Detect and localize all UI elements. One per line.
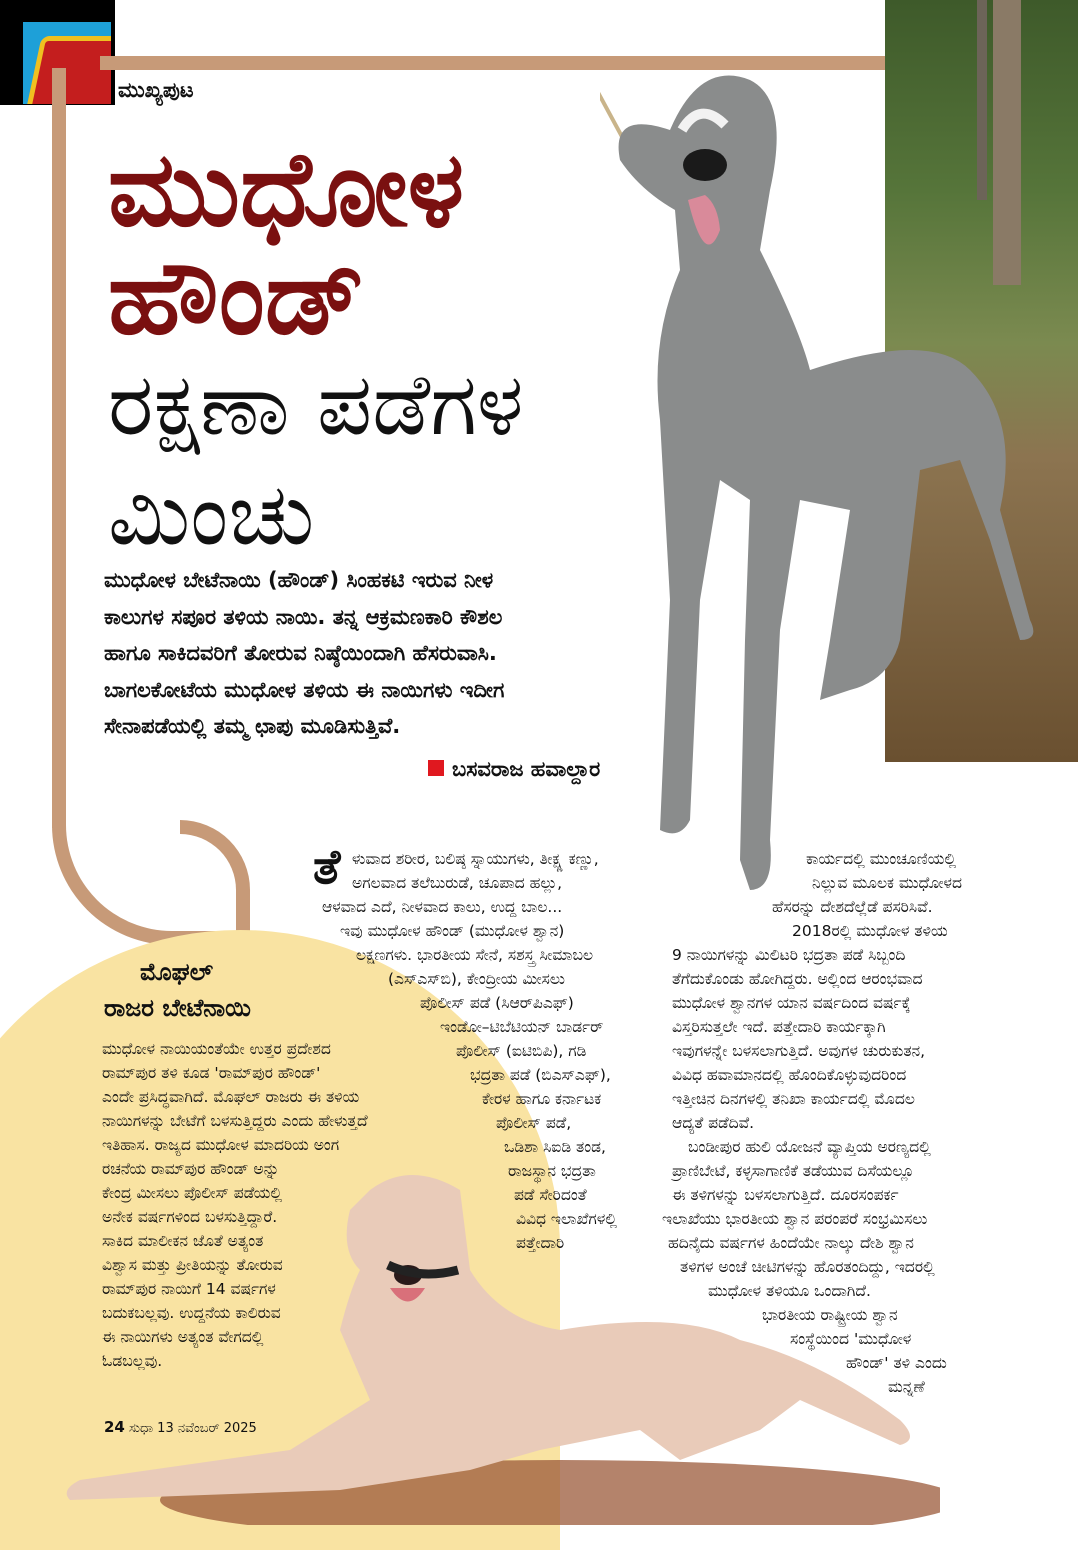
- sidebar-line: ಮುಧೋಳ ನಾಯಿಯಂತೆಯೇ ಉತ್ತರ ಪ್ರದೇಶದ: [102, 1040, 331, 1058]
- title-line-2: ಹೌಂಡ್: [108, 236, 365, 358]
- body-line: ತಳಿಗಳ ಅಂಚೆ ಚೀಟಿಗಳನ್ನು ಹೊರತಂದಿದ್ದು, ಇದರಲ್ಲಿ: [680, 1258, 935, 1276]
- body-line: ನಿಲ್ಲುವ ಮೂಲಕ ಮುಧೋಳದ: [812, 874, 962, 892]
- sidebar-line: ರಾಮ್‌ಪುರ ತಳಿ ಕೂಡ 'ರಾಮ್‌ಪುರ ಹೌಂಡ್': [102, 1064, 321, 1082]
- body-line: ಪೊಲೀಸ್ (ಐಟಿಬಿಪಿ), ಗಡಿ: [456, 1042, 587, 1060]
- frame-left-rule: [52, 68, 66, 828]
- body-line: ಮುಧೋಳ ತಳಿಯೂ ಒಂದಾಗಿದೆ.: [708, 1282, 871, 1300]
- sidebar-line: ಸಾಕಿದ ಮಾಲೀಕನ ಜೊತೆ ಅತ್ಯಂತ: [102, 1232, 264, 1250]
- body-line: ಬಂಡೀಪುರ ಹುಲಿ ಯೋಜನೆ ವ್ಯಾಪ್ತಿಯ ಅರಣ್ಯದಲ್ಲಿ: [688, 1138, 931, 1156]
- sidebar-line: ಬದುಕಬಲ್ಲವು. ಉದ್ದನೆಯ ಕಾಲಿರುವ: [102, 1304, 281, 1322]
- byline: [428, 757, 600, 782]
- intro-line: ಕಾಲುಗಳ ಸಪೂರ ತಳಿಯ ನಾಯಿ. ತನ್ನ ಆಕ್ರಮಣಕಾರಿ ಕೌಶಲ: [104, 604, 503, 629]
- body-line: ಹದಿನೈದು ವರ್ಷಗಳ ಹಿಂದೆಯೇ ನಾಲ್ಕು ದೇಶಿ ಶ್ವಾನ: [668, 1234, 914, 1252]
- body-line: ಕಾರ್ಯದಲ್ಲಿ ಮುಂಚೂಣಿಯಲ್ಲಿ: [806, 850, 957, 868]
- body-line: 2018ರಲ್ಲಿ ಮುಧೋಳ ತಳಿಯ: [792, 922, 948, 940]
- sidebar-line: ವಿಶ್ವಾಸ ಮತ್ತು ಪ್ರೀತಿಯನ್ನು ತೋರುವ: [102, 1256, 283, 1274]
- body-line: ಪೊಲೀಸ್ ಪಡೆ,: [496, 1114, 572, 1132]
- page-number: 24: [104, 1418, 125, 1436]
- intro-line: ಸೇನಾಪಡೆಯಲ್ಲಿ ತಮ್ಮ ಛಾಪು ಮೂಡಿಸುತ್ತಿವೆ.: [104, 714, 401, 738]
- sidebar-line: ಎಂದೇ ಪ್ರಸಿದ್ಧವಾಗಿದೆ. ಮೊಘಲ್ ರಾಜರು ಈ ತಳಿಯ: [102, 1088, 360, 1106]
- byline-square-icon: [428, 760, 444, 776]
- body-line: ಭಾರತೀಯ ರಾಷ್ಟ್ರೀಯ ಶ್ವಾನ: [762, 1306, 898, 1324]
- sidebar-line: ಇತಿಹಾಸ. ರಾಜ್ಯದ ಮುಧೋಳ ಮಾದರಿಯ ಅಂಗ: [102, 1136, 340, 1154]
- intro-line: ಹಾಗೂ ಸಾಕಿದವರಿಗೆ ತೋರುವ ನಿಷ್ಠೆಯಿಂದಾಗಿ ಹೆಸರುವಾಸಿ.: [104, 641, 497, 665]
- sidebar-line: ರಚನೆಯ ರಾಮ್‌ಪುರ ಹೌಂಡ್ ಅನ್ನು: [102, 1160, 280, 1178]
- page-footer: [104, 1418, 257, 1436]
- drop-cap: ತೆ: [313, 839, 341, 895]
- body-line: ಪಡೆ ಸೇರಿದಂತೆ: [514, 1186, 587, 1204]
- body-line: (ಎಸ್‌ಎಸ್‌ಬಿ), ಕೇಂದ್ರೀಯ ಮೀಸಲು: [388, 970, 565, 988]
- body-line: ಮುಧೋಳ ಶ್ವಾನಗಳ ಯಾನ ವರ್ಷದಿಂದ ವರ್ಷಕ್ಕೆ: [672, 994, 911, 1012]
- body-line: ವಿಸ್ತರಿಸುತ್ತಲೇ ಇದೆ. ಪತ್ತೇದಾರಿ ಕಾರ್ಯಕ್ಕಾಗಿ: [672, 1018, 886, 1036]
- sidebar-line: ಓಡಬಲ್ಲವು.: [102, 1352, 163, 1370]
- body-line: ಈ ತಳಿಗಳನ್ನು ಬಳಸಲಾಗುತ್ತಿದೆ. ದೂರಸಂಪರ್ಕ: [672, 1186, 899, 1204]
- body-line: ಪತ್ತೇದಾರಿ: [516, 1234, 565, 1252]
- body-line: ಅಗಲವಾದ ತಲೆಬುರುಡೆ, ಚೂಪಾದ ಹಲ್ಲು,: [352, 874, 563, 892]
- body-line: ವಿವಿಧ ಹವಾಮಾನದಲ್ಲಿ ಹೊಂದಿಕೊಳ್ಳುವುದರಿಂದ: [672, 1066, 907, 1084]
- intro-paragraph: [104, 562, 644, 745]
- sidebar-title-line-2: ರಾಜರ ಬೇಟೆನಾಯಿ: [104, 994, 251, 1022]
- body-line: ಕೇರಳ ಹಾಗೂ ಕರ್ನಾಟಕ: [482, 1090, 602, 1108]
- body-line: ಆಳವಾದ ಎದೆ, ನೀಳವಾದ ಕಾಲು, ಉದ್ದ ಬಾಲ...: [322, 898, 563, 916]
- body-line: ಪೊಲೀಸ್ ಪಡೆ (ಸಿಆರ್‌ಪಿಎಫ್): [420, 994, 574, 1012]
- byline-author: ಬಸವರಾಜ ಹವಾಲ್ದಾರ: [452, 757, 601, 781]
- body-line: ಲಕ್ಷಣಗಳು. ಭಾರತೀಯ ಸೇನೆ, ಸಶಸ್ತ್ರ ಸೀಮಾಬಲ: [356, 946, 593, 964]
- body-line: ಪ್ರಾಣಿಬೇಟೆ, ಕಳ್ಳಸಾಗಾಣಿಕೆ ತಡೆಯುವ ದಿಸೆಯಲ್ಲೂ: [672, 1162, 915, 1180]
- body-line: ಇವುಗಳನ್ನೇ ಬಳಸಲಾಗುತ್ತಿದೆ. ಅವುಗಳ ಚುರುಕುತನ,: [672, 1042, 926, 1060]
- issue-info: ಸುಧಾ 13 ನವೆಂಬರ್ 2025: [129, 1421, 257, 1436]
- title-line-1: ಮುಧೋಳ: [108, 128, 465, 250]
- body-line: ಭದ್ರತಾ ಪಡೆ (ಬಿಎಸ್‌ಎಫ್),: [470, 1066, 611, 1084]
- sidebar-line: ಕೇಂದ್ರ ಮೀಸಲು ಪೊಲೀಸ್ ಪಡೆಯಲ್ಲಿ: [102, 1184, 283, 1202]
- body-line: ಇತ್ತೀಚಿನ ದಿನಗಳಲ್ಲಿ ತನಿಖಾ ಕಾರ್ಯದಲ್ಲಿ ಮೊದಲ: [672, 1090, 915, 1108]
- logo-mark: [23, 22, 111, 104]
- intro-line: ಮುಧೋಳ ಬೇಟೆನಾಯಿ (ಹೌಂಡ್) ಸಿಂಹಕಟಿ ಇರುವ ನೀಳ: [104, 568, 494, 592]
- body-line: 9 ನಾಯಿಗಳನ್ನು ಮಿಲಿಟರಿ ಭದ್ರತಾ ಪಡೆ ಸಿಬ್ಬಂದಿ: [672, 946, 906, 964]
- sidebar-title-line-1: ಮೊಘಲ್: [140, 958, 214, 986]
- body-line: ಸಂಸ್ಥೆಯಿಂದ 'ಮುಧೋಳ: [790, 1330, 912, 1348]
- body-line: ಇಂಡೋ–ಟಿಬೆಟಿಯನ್ ಬಾರ್ಡರ್: [440, 1018, 604, 1036]
- title-line-4: ಮಿಂಚು: [108, 465, 315, 565]
- body-line: ಇವು ಮುಧೋಳ ಹೌಂಡ್ (ಮುಧೋಳ ಶ್ವಾನ): [340, 922, 565, 940]
- sidebar-line: ಅನೇಕ ವರ್ಷಗಳಿಂದ ಬಳಸುತ್ತಿದ್ದಾರೆ.: [102, 1208, 278, 1226]
- title-line-3: ರಕ್ಷಣಾ ಪಡೆಗಳ: [108, 355, 524, 455]
- body-line: ಇಲಾಖೆಯು ಭಾರತೀಯ ಶ್ವಾನ ಪರಂಪರೆ ಸಂಭ್ರಮಿಸಲು: [662, 1210, 928, 1228]
- section-label: ಮುಖ್ಯಪುಟ: [118, 78, 194, 102]
- body-line: ಒಡಿಶಾ ಸಿಐಡಿ ತಂಡ,: [504, 1138, 606, 1156]
- body-line: ಹೆಸರನ್ನು ದೇಶದೆಲ್ಲೆಡೆ ಪಸರಿಸಿವೆ.: [772, 898, 933, 916]
- sidebar-line: ಈ ನಾಯಿಗಳು ಅತ್ಯಂತ ವೇಗದಲ್ಲಿ: [102, 1328, 264, 1346]
- sidebar-line: ರಾಮ್‌ಪುರ ನಾಯಿಗೆ 14 ವರ್ಷಗಳ: [102, 1280, 276, 1298]
- body-line: ಹೌಂಡ್' ತಳಿ ಎಂದು: [846, 1354, 947, 1372]
- intro-line: ಬಾಗಲಕೋಟೆಯ ಮುಧೋಳ ತಳಿಯ ಈ ನಾಯಿಗಳು ಇದೀಗ: [104, 677, 505, 702]
- body-line: ತೆಗೆದುಕೊಂಡು ಹೋಗಿದ್ದರು. ಅಲ್ಲಿಂದ ಆರಂಭವಾದ: [672, 970, 923, 988]
- sidebar-line: ನಾಯಿಗಳನ್ನು ಬೇಟೆಗೆ ಬಳಸುತ್ತಿದ್ದರು ಎಂದು ಹೇಳುತ್ತದೆ: [102, 1112, 368, 1130]
- body-line: ವಿವಿಧ ಇಲಾಖೆಗಳಲ್ಲಿ: [516, 1210, 617, 1228]
- grey-hound-photo: [600, 40, 1060, 900]
- body-line: ಆದ್ಯತೆ ಪಡೆದಿವೆ.: [672, 1114, 755, 1132]
- body-line: ಳುವಾದ ಶರೀರ, ಬಲಿಷ್ಠ ಸ್ನಾಯುಗಳು, ತೀಕ್ಷ್ಣ ಕಣ್ಣು,: [352, 850, 599, 868]
- body-line: ರಾಜಸ್ಥಾನ ಭದ್ರತಾ: [508, 1162, 596, 1180]
- body-line: ಮನ್ನಣೆ: [888, 1378, 925, 1396]
